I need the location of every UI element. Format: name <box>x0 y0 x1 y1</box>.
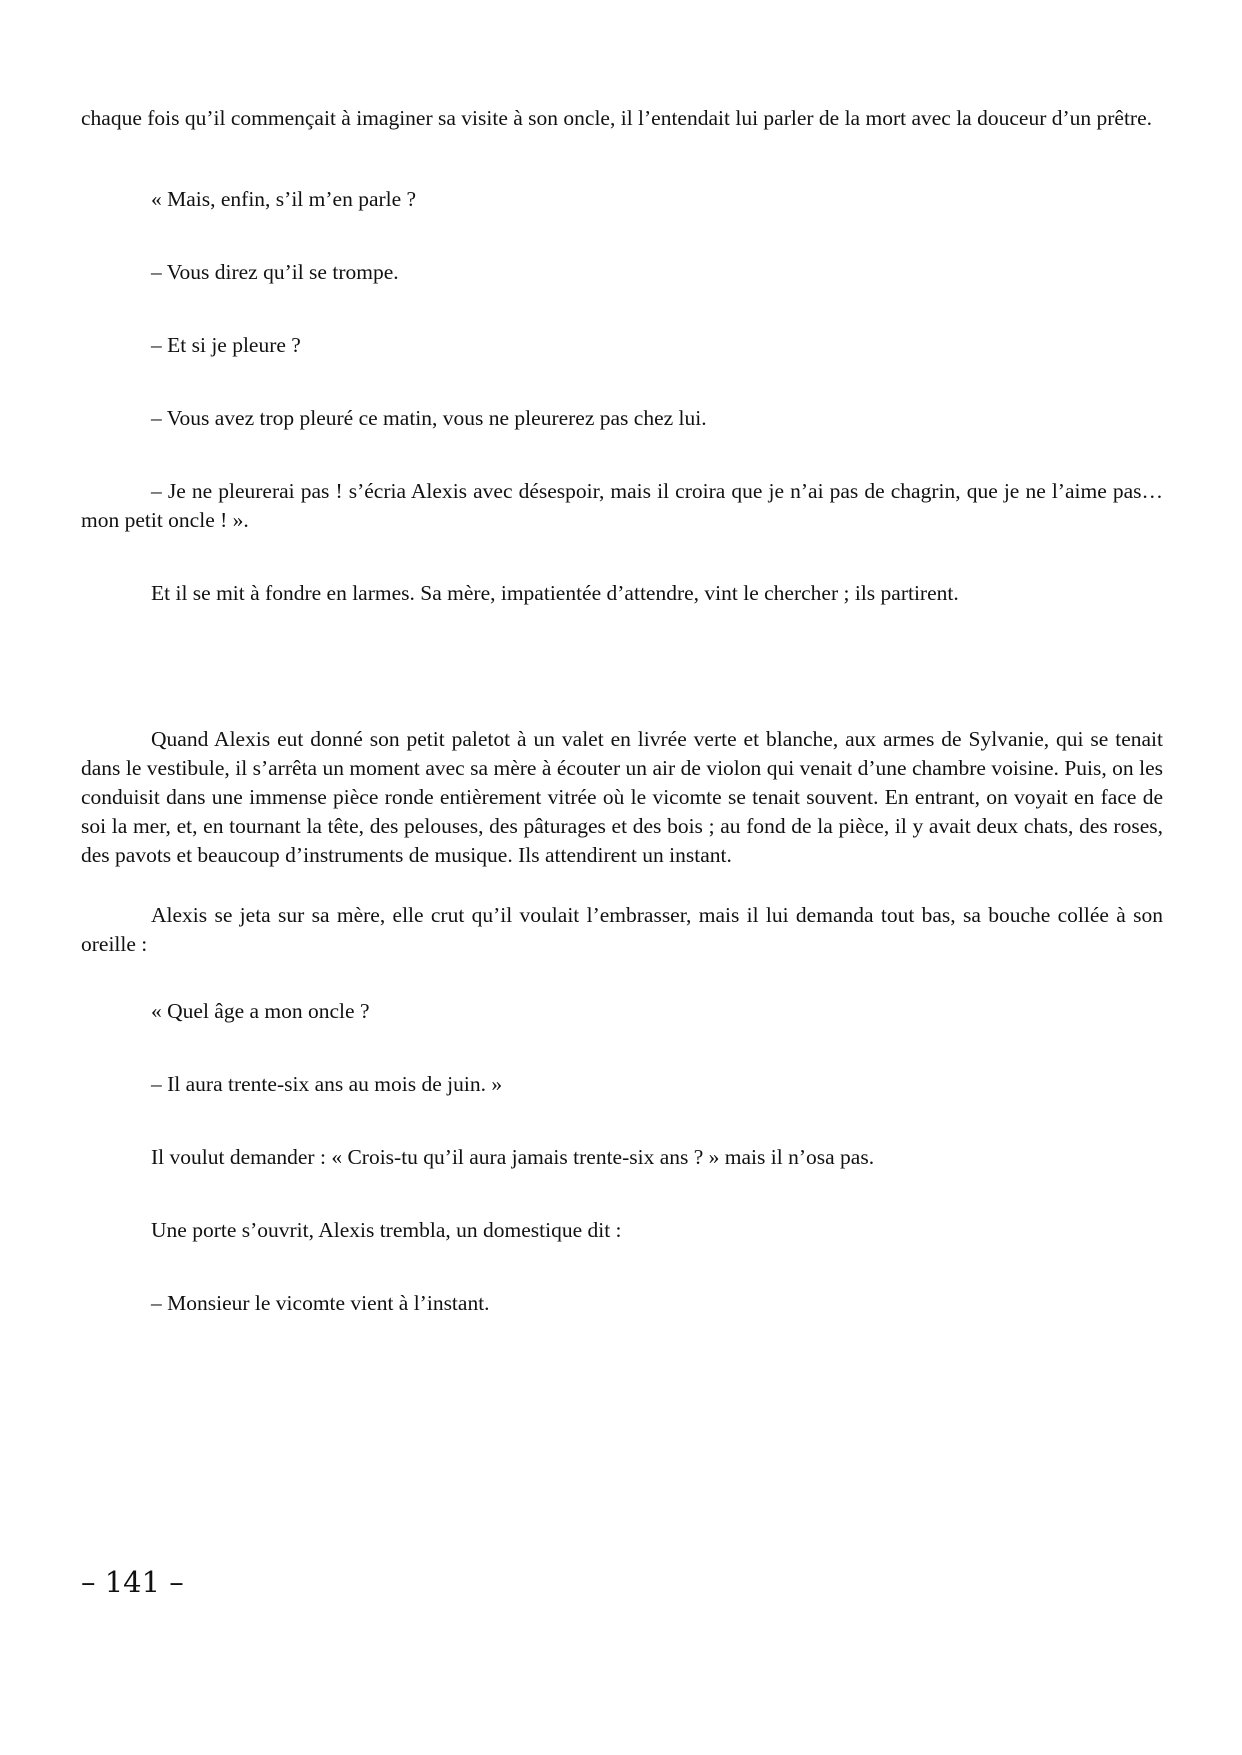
dialogue-line: – Vous direz qu’il se trompe. <box>151 260 399 284</box>
paragraph-continuation: chaque fois qu’il commençait à imaginer sa visite à son oncle, il l’entendait lui parler de la mort avec la douceur d’un prêtre. <box>81 106 1153 130</box>
dialogue-line: « Mais, enfin, s’il m’en parle ? <box>151 187 417 211</box>
dialogue-line: « Quel âge a mon oncle ? <box>151 999 370 1023</box>
dialogue-line: – Et si je pleure ? <box>151 333 301 357</box>
dialogue-line: – Il aura trente-six ans au mois de juin. » <box>151 1072 503 1096</box>
paragraph: Une porte s’ouvrit, Alexis trembla, un domestique dit : <box>151 1218 622 1242</box>
paragraph: Et il se mit à fondre en larmes. Sa mère, impatientée d’attendre, vint le chercher ; ils partirent. <box>151 581 959 605</box>
dialogue-line: – Vous avez trop pleuré ce matin, vous ne pleurerez pas chez lui. <box>151 406 707 430</box>
paragraph: Il voulut demander : « Crois-tu qu’il aura jamais trente-six ans ? » mais il n’osa pas. <box>151 1145 875 1169</box>
dialogue-line: – Monsieur le vicomte vient à l’instant. <box>151 1291 490 1315</box>
book-page <box>81 0 1163 1755</box>
dialogue-line: – Je ne pleurerai pas ! s’écria Alexis avec désespoir, mais il croira que je n’ai pas de chagrin, que je ne l’aime pas… mon petit oncle ! ». <box>81 479 1163 532</box>
paragraph: Quand Alexis eut donné son petit paletot à un valet en livrée verte et blanche, aux armes de Sylvanie, qui se tenait dans le vestibule, il s’arrêta un moment avec sa mère à écouter un air de violon qui venait d’une chambre voisine. Puis, on les conduisit dans une immense pièce ronde entièrement vitrée où le vicomte se tenait souvent. En entrant, on voyait en face de soi la mer, et, en tournant la tête, des pelouses, des pâturages et des bois ; au fond de la pièce, il y avait deux chats, des roses, des pavots et beaucoup d’instruments de musique. Ils attendirent un instant. <box>81 727 1163 867</box>
page-number: – 141 – <box>81 1565 184 1599</box>
paragraph: Alexis se jeta sur sa mère, elle crut qu’il voulait l’embrasser, mais il lui demanda tout bas, sa bouche collée à son oreille : <box>81 903 1163 956</box>
